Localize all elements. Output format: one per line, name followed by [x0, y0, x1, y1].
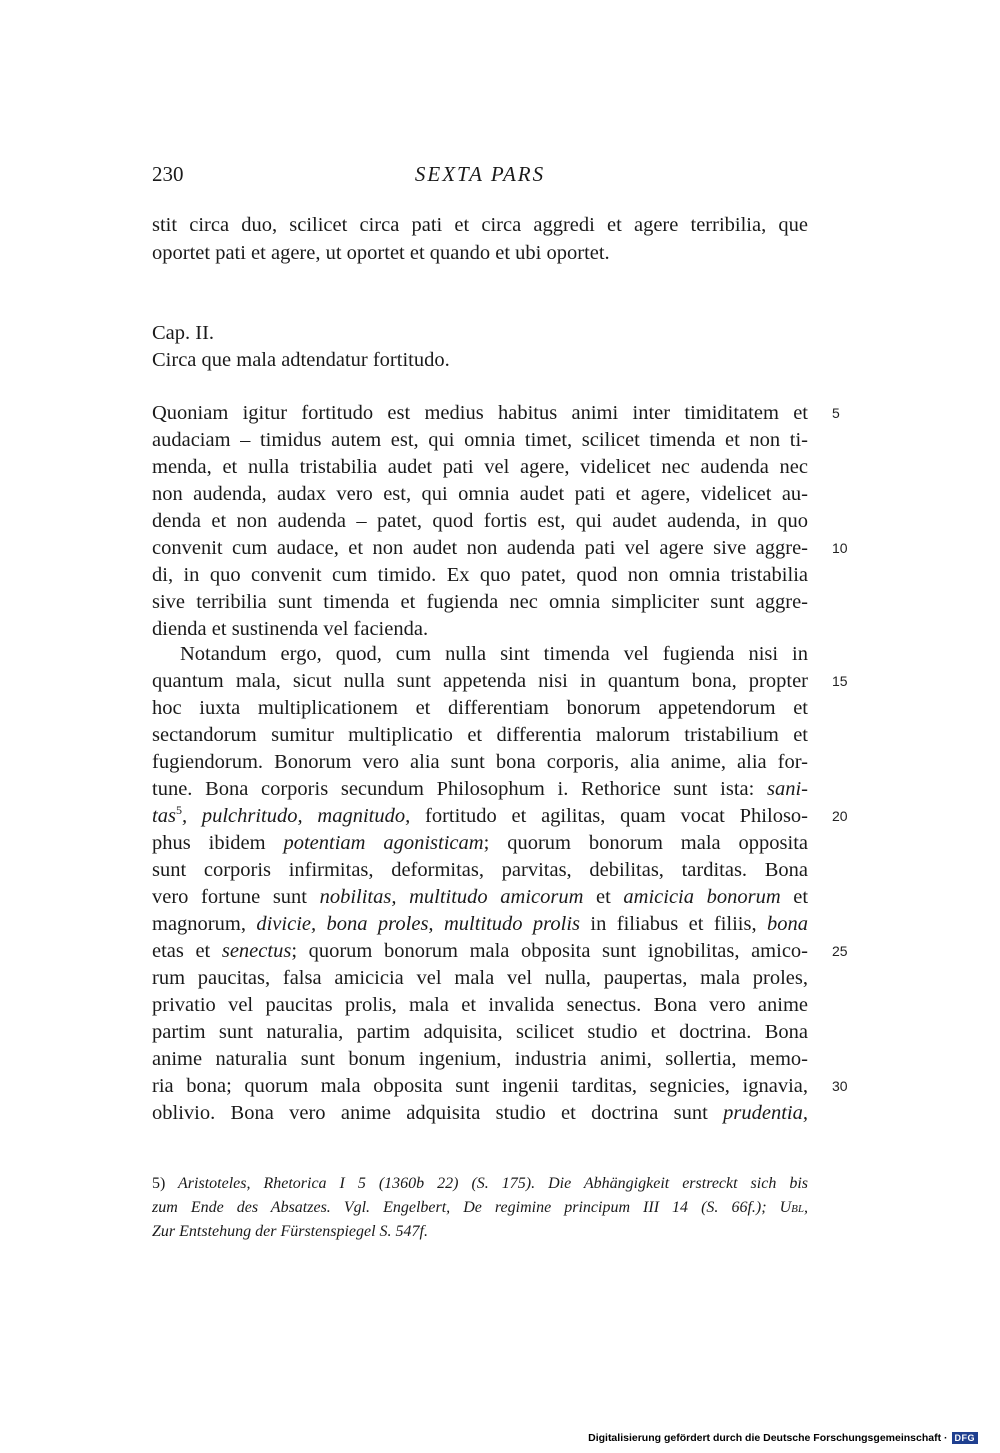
chapter-title: Circa que mala adtendatur fortitudo.: [152, 349, 450, 371]
text-line: oblivio. Bona vero anime adquisita studio et doctrina sunt prudentia,: [152, 1102, 808, 1124]
page-number: 230: [152, 162, 184, 186]
footnote-ref[interactable]: 5: [175, 803, 182, 818]
text-line: ria bona; quorum mala obposita sunt ingenii tarditas, segnicies, ignavia,: [152, 1075, 808, 1097]
footnote-line: Zur Entstehung der Fürstenspiegel S. 547f.: [152, 1223, 428, 1240]
text-line: hoc iuxta multiplicationem et differentiam bonorum appetendorum et: [152, 697, 808, 719]
dfg-footer: [588, 1431, 978, 1445]
text-line: etas et senectus; quorum bonorum mala obposita sunt ignobilitas, amico-: [152, 940, 808, 962]
text-line: phus ibidem potentiam agonisticam; quorum bonorum mala opposita: [152, 832, 808, 854]
text-line: magnorum, divicie, bona proles, multitudo prolis in filiabus et filiis, bona: [152, 913, 808, 935]
footnote-line: 5) Aristoteles, Rhetorica I 5 (1360b 22) (S. 175). Die Abhängigkeit erstreckt sich bis: [152, 1175, 808, 1192]
text-line: sive terribilia sunt timenda et fugienda nec omnia simpliciter sunt aggre-: [152, 591, 808, 613]
text-line: partim sunt naturalia, partim adquisita, scilicet studio et doctrina. Bona: [152, 1021, 808, 1043]
text-line: tas$^5$, pulchritudo, magnitudo, fortitudo et agilitas, quam vocat Philoso-: [152, 803, 808, 827]
dfg-logo: DFG: [952, 1432, 979, 1444]
line-number: 25: [832, 943, 848, 959]
text-line: denda et non audenda – patet, quod fortis est, qui audet audenda, in quo: [152, 510, 808, 532]
text-line: stit circa duo, scilicet circa pati et circa aggredi et agere terribilia, que: [152, 214, 808, 236]
footer-text: Digitalisierung gefördert durch die Deutsche Forschungsgemeinschaft ·: [588, 1432, 948, 1444]
text-line: quantum mala, sicut nulla sunt appetenda nisi in quantum bona, propter: [152, 670, 808, 692]
text-line: vero fortune sunt nobilitas, multitudo amicorum et amicicia bonorum et: [152, 886, 809, 908]
text-line: Notandum ergo, quod, cum nulla sint timenda vel fugienda nisi in: [180, 643, 808, 665]
text-line: sunt corporis infirmitas, deformitas, parvitas, debilitas, tarditas. Bona: [152, 859, 808, 881]
chapter-label: Cap. II.: [152, 322, 215, 344]
text-line: dienda et sustinenda vel facienda.: [152, 618, 429, 640]
running-title: SEXTA PARS: [414, 162, 546, 186]
line-number: 20: [832, 808, 848, 824]
text-line: convenit cum audace, et non audet non audenda pati vel agere sive aggre-: [152, 537, 808, 559]
text-line: non audenda, audax vero est, qui omnia audet pati et agere, videlicet au-: [152, 483, 808, 505]
text-line: sectandorum sumitur multiplicatio et differentia malorum tristabilium et: [152, 724, 808, 746]
line-number: 30: [832, 1078, 848, 1094]
text-line: audaciam – timidus autem est, qui omnia timet, scilicet timenda et non ti-: [152, 429, 808, 451]
text-line: privatio vel paucitas prolis, mala et invalida senectus. Bona vero anime: [152, 994, 808, 1016]
text-line: anime naturalia sunt bonum ingenium, industria animi, sollertia, memo-: [152, 1048, 808, 1070]
text-line: Quoniam igitur fortitudo est medius habitus animi inter timiditatem et: [152, 402, 808, 424]
text-line: tune. Bona corporis secundum Philosophum i. Rethorice sunt ista: sani-: [152, 778, 808, 800]
line-number: 10: [832, 540, 848, 556]
text-line: oportet pati et agere, ut oportet et quando et ubi oportet.: [152, 242, 610, 264]
text-line: menda, et nulla tristabilia audet pati vel agere, videlicet nec audenda nec: [152, 456, 808, 478]
text-line: rum paucitas, falsa amicicia vel mala vel nulla, paupertas, mala proles,: [152, 967, 808, 989]
page-header: [152, 162, 808, 194]
text-line: di, in quo convenit cum timido. Ex quo patet, quod non omnia tristabilia: [152, 564, 808, 586]
line-number: 5: [832, 405, 840, 421]
footnote-line: zum Ende des Absatzes. Vgl. Engelbert, De regimine principum III 14 (S. 66f.); Ubl,: [152, 1199, 808, 1216]
line-number: 15: [832, 673, 848, 689]
footnote-marker: 5): [152, 1175, 166, 1192]
text-line: fugiendorum. Bonorum vero alia sunt bona corporis, alia anime, alia for-: [152, 751, 808, 773]
